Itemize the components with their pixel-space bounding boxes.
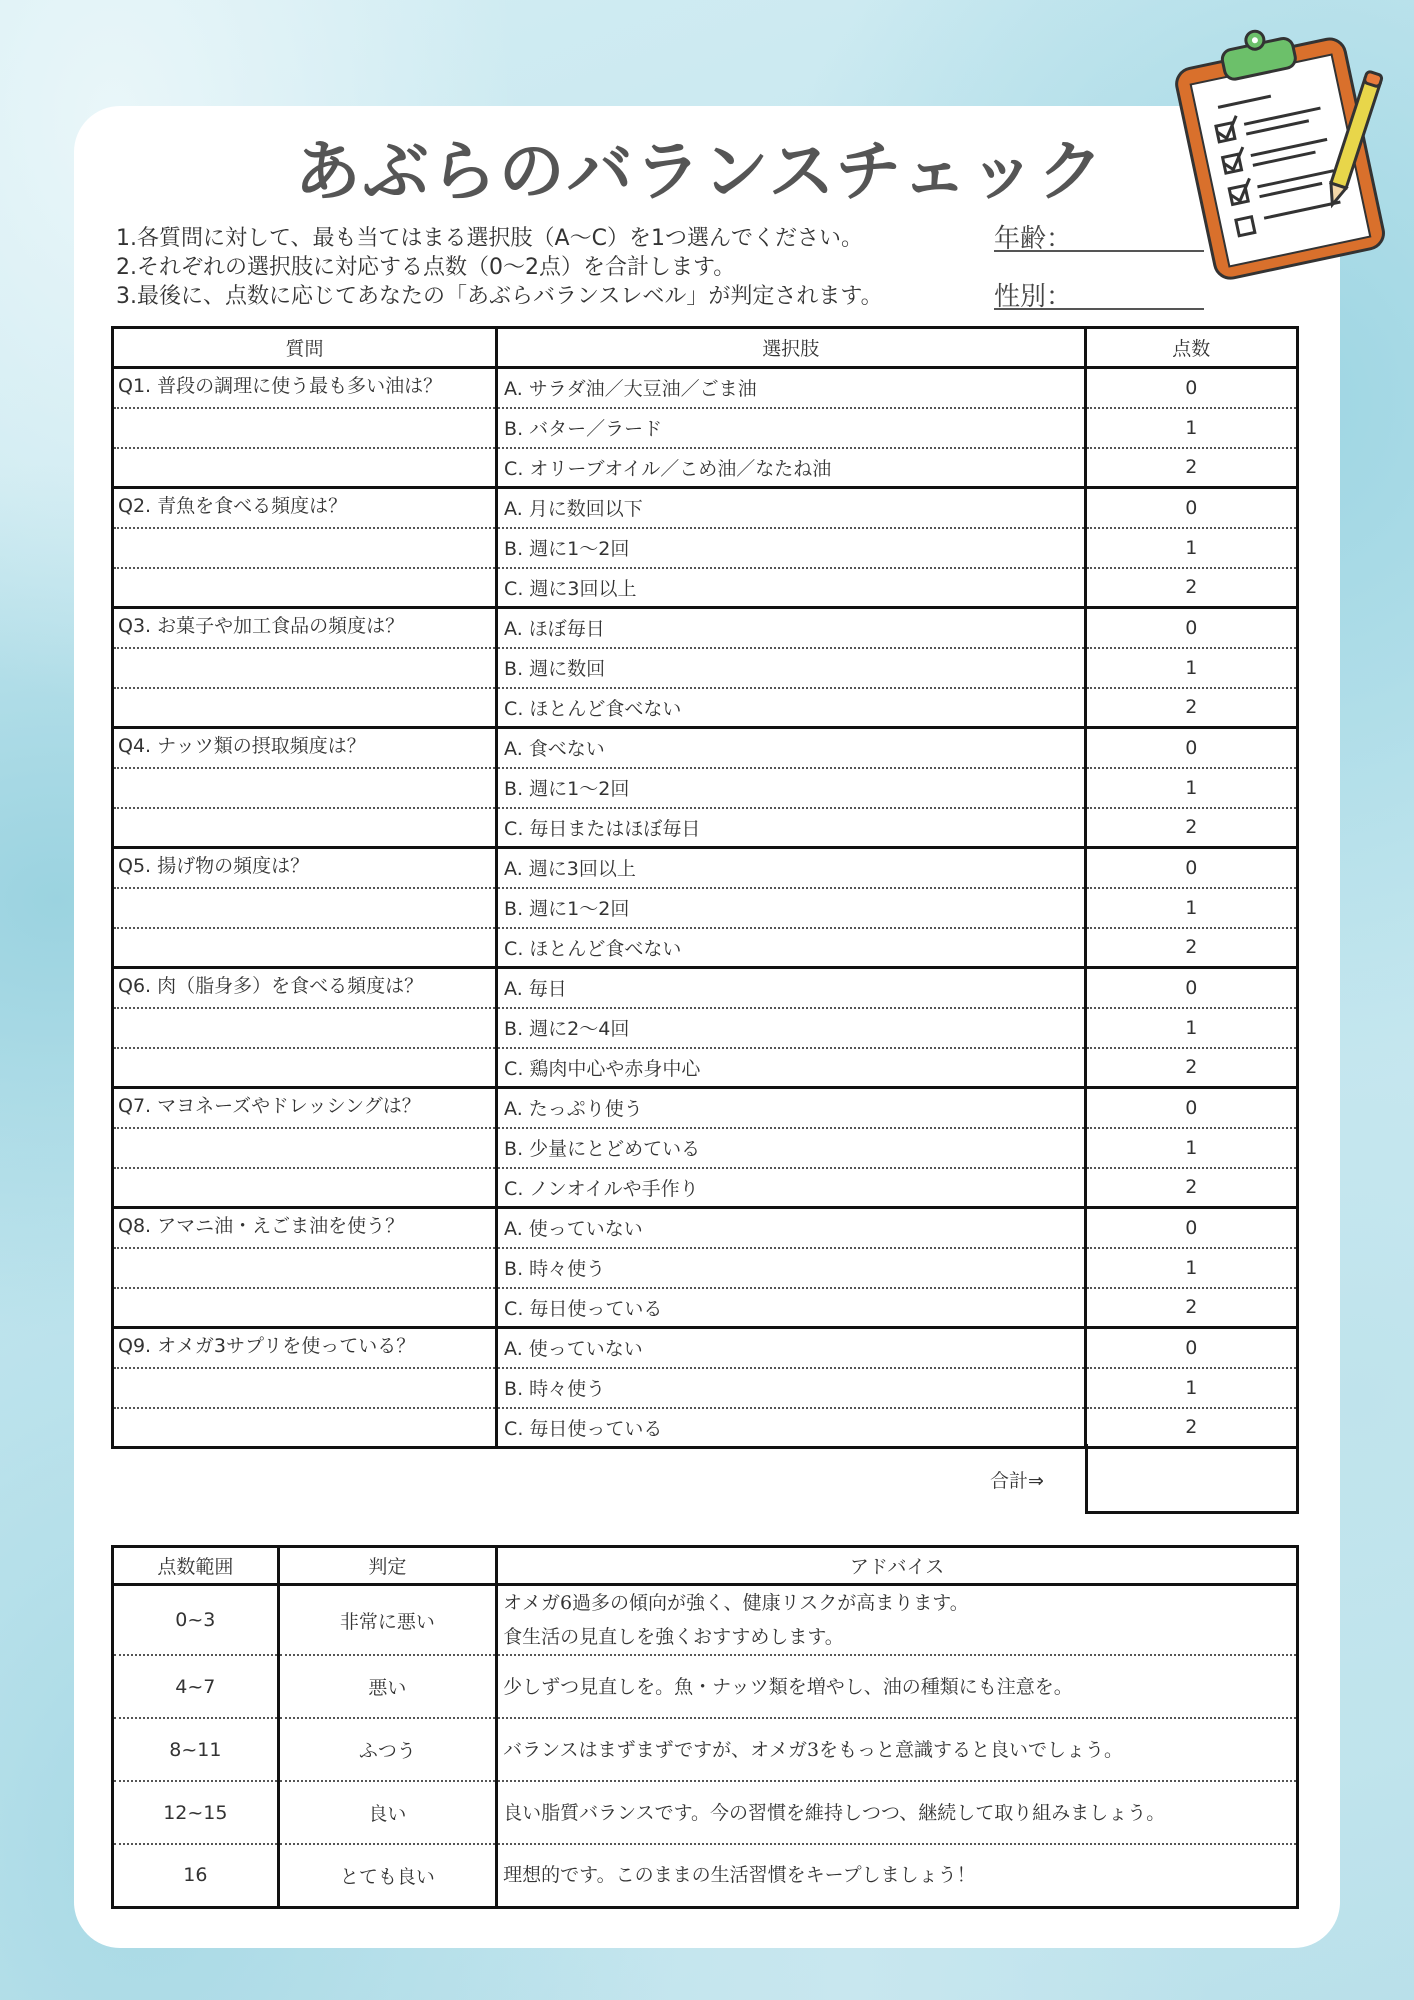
verdict: 非常に悪い (278, 1585, 496, 1656)
choice-score: 0 (1085, 1328, 1297, 1368)
choice-option[interactable]: A. 月に数回以下 (497, 488, 1085, 528)
choice-option[interactable]: A. ほぼ毎日 (497, 608, 1085, 648)
quiz-row (113, 608, 1298, 648)
choice-score: 2 (1085, 688, 1297, 728)
question-cell-empty (113, 528, 497, 568)
advice-line: 良い脂質バランスです。今の習慣を維持しつつ、継続して取り組みましょう。 (503, 1801, 1166, 1824)
quiz-row (113, 1048, 1298, 1088)
score-range: 4~7 (113, 1655, 279, 1718)
quiz-table (111, 326, 1299, 1449)
advice (497, 1844, 1298, 1907)
question-text: Q6. 肉（脂身多）を食べる頻度は？ (113, 968, 497, 1008)
question-cell-empty (113, 688, 497, 728)
question-text: Q8. アマニ油・えごま油を使う？ (113, 1208, 497, 1248)
advice (497, 1585, 1298, 1656)
choice-score: 0 (1085, 968, 1297, 1008)
instructions (116, 224, 883, 311)
gender-field[interactable] (994, 276, 1204, 310)
header-advice: アドバイス (497, 1547, 1298, 1585)
question-text: Q1. 普段の調理に使う最も多い油は？ (113, 368, 497, 408)
advice-line: 理想的です。このままの生活習慣をキープしましょう！ (503, 1864, 976, 1887)
choice-score: 1 (1085, 408, 1297, 448)
choice-option[interactable]: A. たっぷり使う (497, 1088, 1085, 1128)
advice (497, 1655, 1298, 1718)
choice-score: 1 (1085, 648, 1297, 688)
choice-option[interactable]: B. 週に数回 (497, 648, 1085, 688)
choice-option[interactable]: C. ほとんど食べない (497, 688, 1085, 728)
result-row (113, 1781, 1298, 1844)
advice-line: オメガ6過多の傾向が強く、健康リスクが高まります。 (503, 1592, 969, 1614)
quiz-row (113, 1128, 1298, 1168)
choice-score: 2 (1085, 1168, 1297, 1208)
result-row (113, 1585, 1298, 1656)
choice-score: 2 (1085, 568, 1297, 608)
choice-option[interactable]: A. サラダ油／大豆油／ごま油 (497, 368, 1085, 408)
instruction-1: 1.各質問に対して、最も当てはまる選択肢（A～C）を1つ選んでください。 (116, 226, 863, 251)
choice-score: 2 (1085, 928, 1297, 968)
choice-score: 0 (1085, 488, 1297, 528)
choice-option[interactable]: C. 鶏肉中心や赤身中心 (497, 1048, 1085, 1088)
choice-score: 1 (1085, 888, 1297, 928)
total-input-box[interactable] (1085, 1444, 1299, 1514)
choice-option[interactable]: B. 時々使う (497, 1368, 1085, 1408)
quiz-header-row (113, 328, 1298, 368)
choice-option[interactable]: B. 週に1～2回 (497, 528, 1085, 568)
result-header-row (113, 1547, 1298, 1585)
choice-option[interactable]: C. ほとんど食べない (497, 928, 1085, 968)
quiz-row (113, 888, 1298, 928)
quiz-row (113, 1008, 1298, 1048)
page-title: あぶらのバランスチェック (294, 133, 1106, 210)
question-text: Q9. オメガ3サプリを使っている？ (113, 1328, 497, 1368)
question-cell-empty (113, 1248, 497, 1288)
total-label: 合計⇒ (990, 1470, 1044, 1492)
question-text: Q5. 揚げ物の頻度は？ (113, 848, 497, 888)
choice-score: 2 (1085, 448, 1297, 488)
score-range: 12~15 (113, 1781, 279, 1844)
choice-option[interactable]: C. 毎日使っている (497, 1288, 1085, 1328)
question-cell-empty (113, 768, 497, 808)
choice-score: 1 (1085, 1368, 1297, 1408)
quiz-row (113, 568, 1298, 608)
quiz-row (113, 408, 1298, 448)
quiz-row (113, 1088, 1298, 1128)
advice-line: バランスはまずまずですが、オメガ3をもっと意識すると良いでしょう。 (503, 1738, 1124, 1761)
gender-label: 性別： (994, 282, 1073, 312)
verdict: 良い (278, 1781, 496, 1844)
question-text: Q4. ナッツ類の摂取頻度は？ (113, 728, 497, 768)
question-cell-empty (113, 1288, 497, 1328)
choice-score: 1 (1085, 1008, 1297, 1048)
verdict: 悪い (278, 1655, 496, 1718)
age-label: 年齢： (994, 224, 1073, 254)
question-cell-empty (113, 888, 497, 928)
choice-score: 1 (1085, 528, 1297, 568)
question-cell-empty (113, 568, 497, 608)
quiz-row (113, 1208, 1298, 1248)
choice-score: 0 (1085, 608, 1297, 648)
quiz-row (113, 488, 1298, 528)
score-range: 16 (113, 1844, 279, 1907)
choice-option[interactable]: B. 週に1～2回 (497, 888, 1085, 928)
result-row (113, 1718, 1298, 1781)
question-cell-empty (113, 1048, 497, 1088)
choice-score: 0 (1085, 848, 1297, 888)
advice (497, 1718, 1298, 1781)
instruction-3: 3.最後に、点数に応じてあなたの「あぶらバランスレベル」が判定されます。 (116, 284, 883, 309)
question-cell-empty (113, 408, 497, 448)
quiz-row (113, 648, 1298, 688)
header-verdict: 判定 (278, 1547, 496, 1585)
result-table (111, 1545, 1299, 1909)
score-range: 8~11 (113, 1718, 279, 1781)
choice-option[interactable]: A. 使っていない (497, 1328, 1085, 1368)
choice-option[interactable]: C. 週に3回以上 (497, 568, 1085, 608)
choice-score: 0 (1085, 728, 1297, 768)
quiz-row (113, 768, 1298, 808)
choice-score: 2 (1085, 1288, 1297, 1328)
quiz-row (113, 1408, 1298, 1448)
quiz-row (113, 928, 1298, 968)
clipboard-checklist-icon (1164, 18, 1390, 280)
question-cell-empty (113, 1128, 497, 1168)
question-text: Q3. お菓子や加工食品の頻度は？ (113, 608, 497, 648)
advice-line: 少しずつ見直しを。魚・ナッツ類を増やし、油の種類にも注意を。 (503, 1675, 1073, 1698)
quiz-row (113, 688, 1298, 728)
question-cell-empty (113, 1368, 497, 1408)
header-question: 質問 (113, 328, 497, 368)
choice-option[interactable]: A. 毎日 (497, 968, 1085, 1008)
quiz-row (113, 968, 1298, 1008)
question-text: Q2. 青魚を食べる頻度は？ (113, 488, 497, 528)
question-cell-empty (113, 1168, 497, 1208)
instruction-2: 2.それぞれの選択肢に対応する点数（0～2点）を合計します。 (116, 255, 736, 280)
question-cell-empty (113, 448, 497, 488)
verdict: とても良い (278, 1844, 496, 1907)
header-range: 点数範囲 (113, 1547, 279, 1585)
quiz-row (113, 728, 1298, 768)
quiz-row (113, 1328, 1298, 1368)
choice-score: 2 (1085, 1408, 1297, 1448)
quiz-row (113, 528, 1298, 568)
advice (497, 1781, 1298, 1844)
score-range: 0~3 (113, 1585, 279, 1656)
header-choices: 選択肢 (497, 328, 1085, 368)
result-row (113, 1655, 1298, 1718)
choice-option[interactable]: B. バター／ラード (497, 408, 1085, 448)
quiz-row (113, 1168, 1298, 1208)
choice-option[interactable]: B. 週に2～4回 (497, 1008, 1085, 1048)
choice-score: 2 (1085, 808, 1297, 848)
choice-option[interactable]: C. オリーブオイル／こめ油／なたね油 (497, 448, 1085, 488)
choice-score: 2 (1085, 1048, 1297, 1088)
question-text: Q7. マヨネーズやドレッシングは？ (113, 1088, 497, 1128)
choice-option[interactable]: C. 毎日またはほぼ毎日 (497, 808, 1085, 848)
choice-score: 0 (1085, 1208, 1297, 1248)
result-row (113, 1844, 1298, 1907)
choice-option[interactable]: B. 少量にとどめている (497, 1128, 1085, 1168)
question-cell-empty (113, 1408, 497, 1448)
choice-option[interactable]: A. 食べない (497, 728, 1085, 768)
choice-score: 1 (1085, 768, 1297, 808)
quiz-row (113, 848, 1298, 888)
quiz-row (113, 1288, 1298, 1328)
choice-score: 1 (1085, 1128, 1297, 1168)
advice-line: 食生活の見直しを強くおすすめします。 (503, 1626, 844, 1648)
question-cell-empty (113, 648, 497, 688)
question-cell-empty (113, 928, 497, 968)
choice-score: 0 (1085, 368, 1297, 408)
choice-score: 1 (1085, 1248, 1297, 1288)
choice-score: 0 (1085, 1088, 1297, 1128)
quiz-row (113, 368, 1298, 408)
question-cell-empty (113, 808, 497, 848)
choice-option[interactable]: B. 時々使う (497, 1248, 1085, 1288)
quiz-row (113, 808, 1298, 848)
header-score: 点数 (1085, 328, 1297, 368)
verdict: ふつう (278, 1718, 496, 1781)
quiz-row (113, 1248, 1298, 1288)
choice-option[interactable]: B. 週に1～2回 (497, 768, 1085, 808)
choice-option[interactable]: C. 毎日使っている (497, 1408, 1085, 1448)
quiz-row (113, 448, 1298, 488)
quiz-row (113, 1368, 1298, 1408)
choice-option[interactable]: A. 週に3回以上 (497, 848, 1085, 888)
choice-option[interactable]: C. ノンオイルや手作り (497, 1168, 1085, 1208)
choice-option[interactable]: A. 使っていない (497, 1208, 1085, 1248)
question-cell-empty (113, 1008, 497, 1048)
